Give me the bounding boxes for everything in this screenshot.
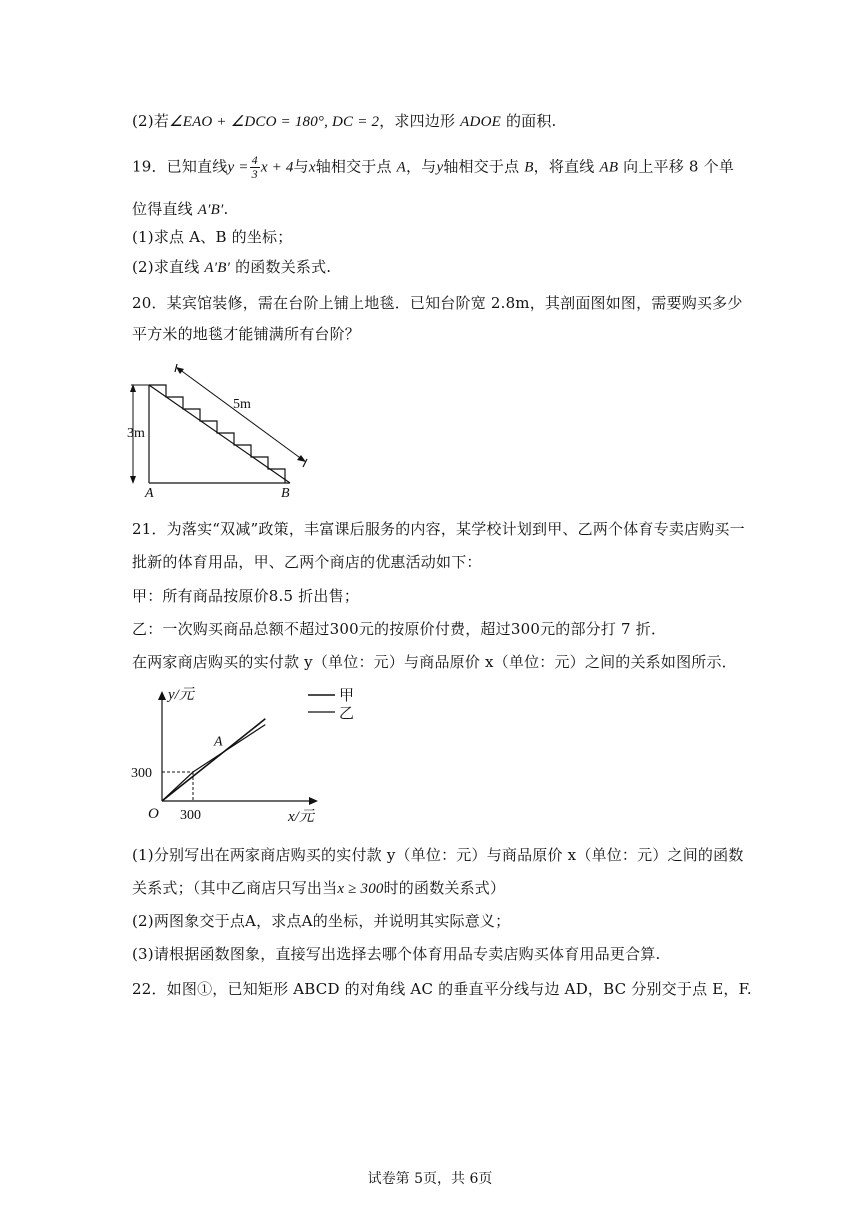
q19-line2-prefix: 位得直线 xyxy=(132,200,193,218)
q19-part2 xyxy=(132,257,331,278)
q21-q1-condition: x ≥ 300 xyxy=(337,881,384,897)
q21-line3: 甲：所有商品按原价8.5 折出售； xyxy=(132,587,360,605)
q21-q1-text-b: 时的函数关系式） xyxy=(383,879,506,897)
hyp-arrow xyxy=(179,369,303,460)
q19-var-x: x xyxy=(308,159,316,176)
q19-part2-end: 的函数关系式. xyxy=(235,258,332,276)
q21-q2: (2)两图象交于点A，求点A的坐标，并说明其实际意义； xyxy=(132,912,511,930)
q19-part2-line: A′B′ xyxy=(204,260,231,276)
x-axis-label: x/元 xyxy=(288,809,314,825)
q19-line-apbp: A′B′ xyxy=(197,202,224,218)
y-axis-arrow xyxy=(158,691,166,700)
q21-q1-text-a: 关系式；（其中乙商店只写出当 xyxy=(132,879,338,897)
hyp-label: 5m xyxy=(233,397,251,412)
q21-q1-line1: (1)分别写出在两家商店购买的实付款 y（单位：元）与商品原价 x（单位：元）之间的函数 xyxy=(132,846,744,864)
q19-point-a: A xyxy=(396,159,407,176)
q19-eq-y: y = xyxy=(227,159,249,176)
q19-var-y: y xyxy=(436,159,444,176)
x-tick-label: 300 xyxy=(180,808,201,823)
q18-part2-prefix: (2)若 xyxy=(132,112,170,130)
intersection-label: A xyxy=(214,734,223,750)
page-footer: 试卷第 5页，共 6页 xyxy=(367,1171,493,1187)
y-tick-label: 300 xyxy=(131,766,152,781)
y-axis-label: y/元 xyxy=(168,687,194,703)
q19-text-a: 与 xyxy=(293,157,309,176)
q19-text-e: ，将直线 xyxy=(533,157,595,176)
fraction-denominator: 3 xyxy=(251,167,258,181)
q19-point-b: B xyxy=(524,159,534,176)
q19-part2-prefix: (2)求直线 xyxy=(132,258,200,276)
hyp-arrow-top-head xyxy=(176,367,184,374)
q18-part2-suffix: ，求四边形 xyxy=(379,112,456,130)
triangle-hypotenuse xyxy=(149,385,290,483)
q18-shape: ADOE xyxy=(460,114,501,130)
origin-label: O xyxy=(148,806,159,822)
fraction-numerator: 4 xyxy=(251,153,258,167)
q22-line1: 22．如图①，已知矩形 ABCD 的对角线 AC 的垂直平分线与边 AD，BC 分别交于点 E，F. xyxy=(132,980,752,998)
q19-text-d: 轴相交于点 xyxy=(443,157,520,176)
series-jia-line xyxy=(162,719,265,801)
price-chart xyxy=(128,683,368,828)
q19-text-b: 轴相交于点 xyxy=(315,157,392,176)
q19-eq-rest: x + 4 xyxy=(260,159,294,176)
legend-yi-label: 乙 xyxy=(339,706,355,722)
q19-line1 xyxy=(132,154,734,181)
q19-text-c: ，与 xyxy=(406,157,437,176)
height-label: 3m xyxy=(127,426,145,441)
legend-jia-label: 甲 xyxy=(339,688,355,704)
q21-q3: (3)请根据函数图象，直接写出选择去哪个体育用品专卖店购买体育用品更合算. xyxy=(132,945,661,963)
q20-line2: 平方米的地毯才能铺满所有台阶？ xyxy=(132,325,361,343)
q19-line2 xyxy=(132,199,228,220)
q21-line4: 乙：一次购买商品总额不超过300元的按原价付费，超过300元的部分打 7 折． xyxy=(132,620,667,638)
q21-line1: 21．为落实“双减”政策，丰富课后服务的内容，某学校计划到甲、乙两个体育专卖店购买一 xyxy=(132,520,745,538)
q18-part2-end: 的面积. xyxy=(505,112,557,130)
q21-q1-line2 xyxy=(132,878,505,899)
q21-line2: 批新的体育用品，甲、乙两个商店的优惠活动如下： xyxy=(132,553,482,571)
x-axis-arrow xyxy=(309,797,318,805)
q20-line1: 20．某宾馆装修，需在台阶上铺上地毯．已知台阶宽 2.8m，其剖面图如图，需要购买多少 xyxy=(132,294,743,312)
vertex-b-label: B xyxy=(281,486,290,500)
q19-part1: (1)求点 A、B 的坐标； xyxy=(132,228,293,246)
q18-part2 xyxy=(132,111,557,132)
height-arrow-bottom-head xyxy=(130,476,136,484)
q18-formula: ∠EAO + ∠DCO = 180°, DC = 2 xyxy=(169,114,380,130)
q19-text-f: 向上平移 8 个单 xyxy=(623,157,735,176)
q19-line2-end: . xyxy=(223,200,229,218)
stairs-figure xyxy=(125,355,325,500)
vertex-a-label: A xyxy=(145,486,154,500)
q21-line5: 在两家商店购买的实付款 y（单位：元）与商品原价 x（单位：元）之间的关系如图所示． xyxy=(132,653,737,671)
q19-fraction xyxy=(250,154,260,181)
q19-seg-ab: AB xyxy=(599,159,619,176)
q19-prefix: 19．已知直线 xyxy=(132,157,228,176)
